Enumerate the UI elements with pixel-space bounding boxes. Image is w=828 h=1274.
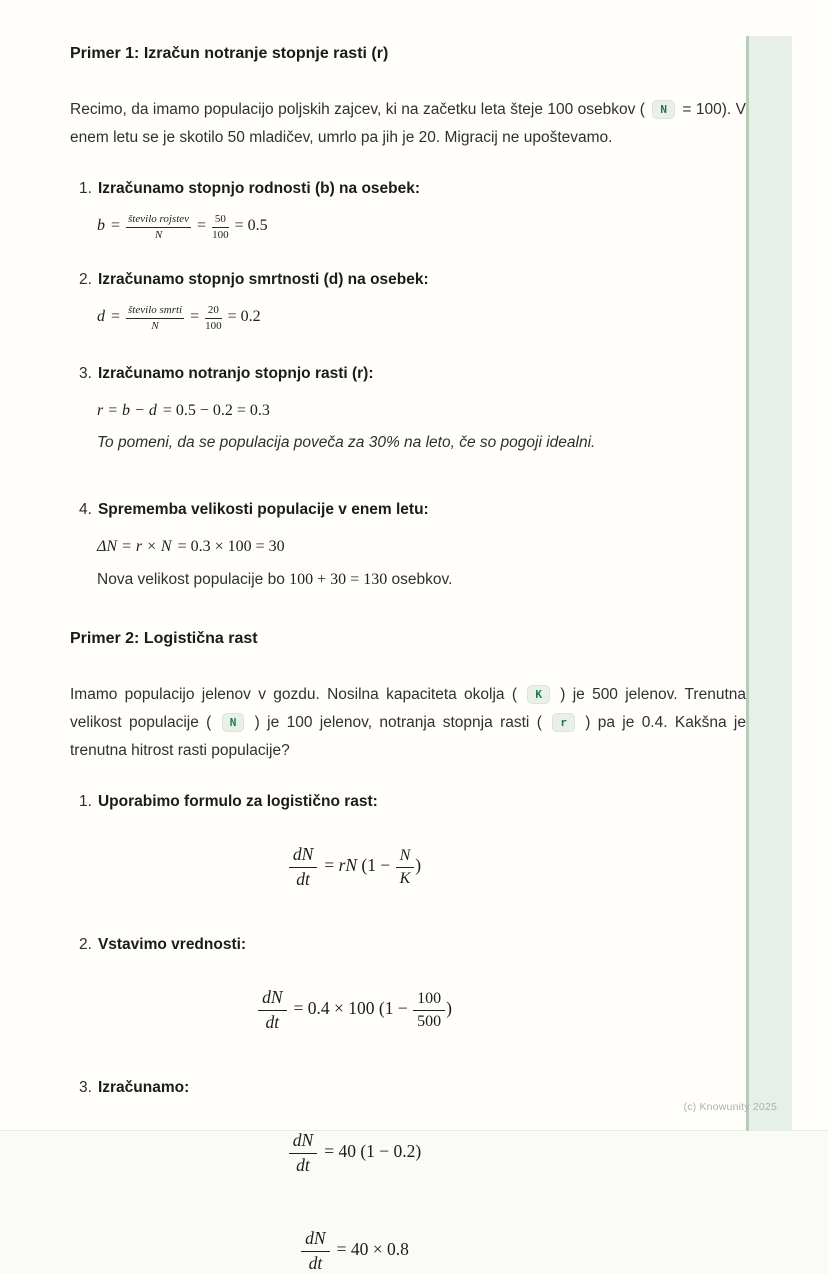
step-number: 2.: [79, 270, 92, 288]
step-label: Izračunamo:: [97, 1079, 190, 1097]
intro-text: = 100). V enem letu se je skotilo 50 mladičev, umrlo pa jih je 20. Migracij ne upoštevamo.: [70, 101, 746, 146]
step-label: Izračunamo stopnjo smrtnosti (d) na osebek:: [97, 270, 429, 288]
step-item: [70, 499, 746, 520]
fraction: [126, 304, 184, 332]
step-note: [97, 568, 746, 592]
fraction-numerator: dN: [258, 987, 286, 1011]
note-text: osebkov.: [387, 571, 453, 589]
variable-badge-k: K: [527, 685, 550, 704]
math-result: = 0.5 − 0.2 = 0.3: [162, 402, 270, 420]
math-text: = 40 (1 − 0.2): [324, 1141, 422, 1162]
math-text: (1 −: [357, 855, 395, 876]
intro-text: Recimo, da imamo populacijo poljskih zajcev, ki na začetku leta šteje 100 osebkov (: [70, 101, 650, 118]
note-math: 100 + 30 = 130: [289, 571, 388, 589]
math-equals: =: [111, 217, 121, 234]
step-label: Izračunamo notranjo stopnjo rasti (r):: [97, 365, 374, 383]
example2-steps: [70, 791, 746, 1274]
intro-text: ) je 100 jelenov, notranja stopnja rasti (: [247, 714, 550, 732]
fraction-dn-dt: [258, 987, 286, 1033]
formula-birth-rate: [97, 213, 746, 242]
fraction-denominator: N: [154, 229, 163, 241]
step-label: Uporabimo formulo za logistično rast:: [97, 793, 378, 811]
fraction: [126, 213, 191, 241]
fraction-denominator: N: [151, 319, 159, 332]
math-variable: d: [97, 307, 105, 325]
math-variable: ΔN = r × N: [97, 538, 172, 556]
formula-growth-rate: [97, 398, 746, 424]
step-item: [70, 269, 746, 290]
example2-intro-paragraph: [70, 681, 746, 765]
note-text: Nova velikost populacije bo: [97, 571, 290, 589]
fraction-denominator: 100: [205, 319, 222, 332]
variable-badge-n: N: [222, 713, 245, 732]
step-number: 2.: [79, 936, 92, 954]
math-result: = 0.5: [234, 217, 268, 234]
math-equals: =: [111, 307, 121, 325]
fraction-numerator: 100: [413, 989, 445, 1011]
example1-intro-paragraph: [70, 96, 746, 152]
math-result: = 0.2: [227, 307, 261, 325]
math-paren: ): [446, 998, 452, 1019]
math-equals: =: [197, 217, 207, 234]
step-item: [70, 791, 746, 812]
step-number: 1.: [79, 180, 92, 197]
step-label: Sprememba velikosti populacije v enem letu:: [97, 501, 429, 519]
fraction-numerator: število rojstev: [126, 213, 191, 228]
step-item: [70, 178, 746, 199]
intro-text: ) je 500 jelenov. Trenutna velikost populacije (: [70, 686, 746, 732]
math-text: = 40 × 0.8: [336, 1239, 409, 1260]
fraction-denominator: 500: [417, 1013, 442, 1031]
fraction-denominator: dt: [265, 1012, 280, 1033]
step-label: Vstavimo vrednosti:: [97, 936, 247, 954]
fraction-denominator: dt: [308, 1253, 323, 1274]
fraction-numerator: število smrti: [126, 304, 184, 319]
fraction-100-500: [413, 989, 445, 1031]
step-number: 3.: [79, 365, 92, 383]
formula-death-rate: [97, 304, 746, 333]
fraction-numerator: dN: [301, 1228, 329, 1252]
display-formula-calc1: [95, 1130, 615, 1176]
fraction-denominator: K: [399, 870, 411, 888]
display-formula-substituted: [95, 987, 615, 1033]
display-formula-calc2: [95, 1228, 615, 1274]
fraction-dn-dt: [301, 1228, 329, 1274]
fraction-numerator: dN: [289, 844, 317, 868]
step-item: [70, 934, 746, 955]
step-label: Izračunamo stopnjo rodnosti (b) na osebek:: [97, 180, 421, 197]
math-variable: r = b − d: [97, 402, 157, 420]
fraction: [205, 304, 222, 332]
display-formula-logistic: [95, 844, 615, 890]
intro-text: Imamo populacijo jelenov v gozdu. Nosilna kapaciteta okolja (: [70, 686, 525, 704]
example1-steps: [70, 178, 746, 592]
step-number: 3.: [79, 1079, 92, 1097]
fraction-denominator: dt: [296, 869, 310, 890]
step-item: [70, 1077, 746, 1098]
fraction-dn-dt: [289, 844, 317, 890]
fraction-numerator: N: [396, 846, 415, 868]
watermark: (c) Knowunity 2025: [683, 1101, 777, 1113]
math-text: = 0.4 × 100 (1 −: [293, 998, 413, 1019]
step-number: 1.: [79, 793, 92, 811]
fraction-n-k: [396, 846, 415, 888]
math-equals: =: [190, 307, 200, 325]
math-paren: ): [415, 855, 422, 876]
fraction-numerator: 20: [205, 304, 222, 319]
fraction-denominator: dt: [296, 1155, 310, 1176]
fraction-numerator: 50: [212, 213, 229, 228]
formula-population-change: [97, 534, 746, 560]
intro-text: ) pa je 0.4. Kakšna je trenutna hitrost rasti populacije?: [70, 714, 746, 760]
example1-title: Primer 1: Izračun notranje stopnje rasti (r): [70, 45, 389, 62]
fraction-dn-dt: [289, 1130, 317, 1176]
variable-badge-r: r: [552, 713, 575, 732]
step-number: 4.: [79, 501, 92, 519]
math-variable: rN: [338, 855, 358, 876]
fraction: [212, 213, 229, 241]
fraction-denominator: 100: [212, 229, 229, 241]
step-note-italic: To pomeni, da se populacija poveča za 30% na leto, če so pogoji idealni.: [97, 434, 596, 452]
fraction-numerator: dN: [289, 1130, 317, 1154]
variable-badge-n: N: [652, 100, 675, 119]
math-equals: =: [324, 855, 339, 876]
example2-title: Primer 2: Logistična rast: [70, 630, 258, 648]
math-variable: b: [97, 217, 105, 234]
math-result: = 0.3 × 100 = 30: [177, 538, 285, 556]
step-item: [70, 363, 746, 384]
